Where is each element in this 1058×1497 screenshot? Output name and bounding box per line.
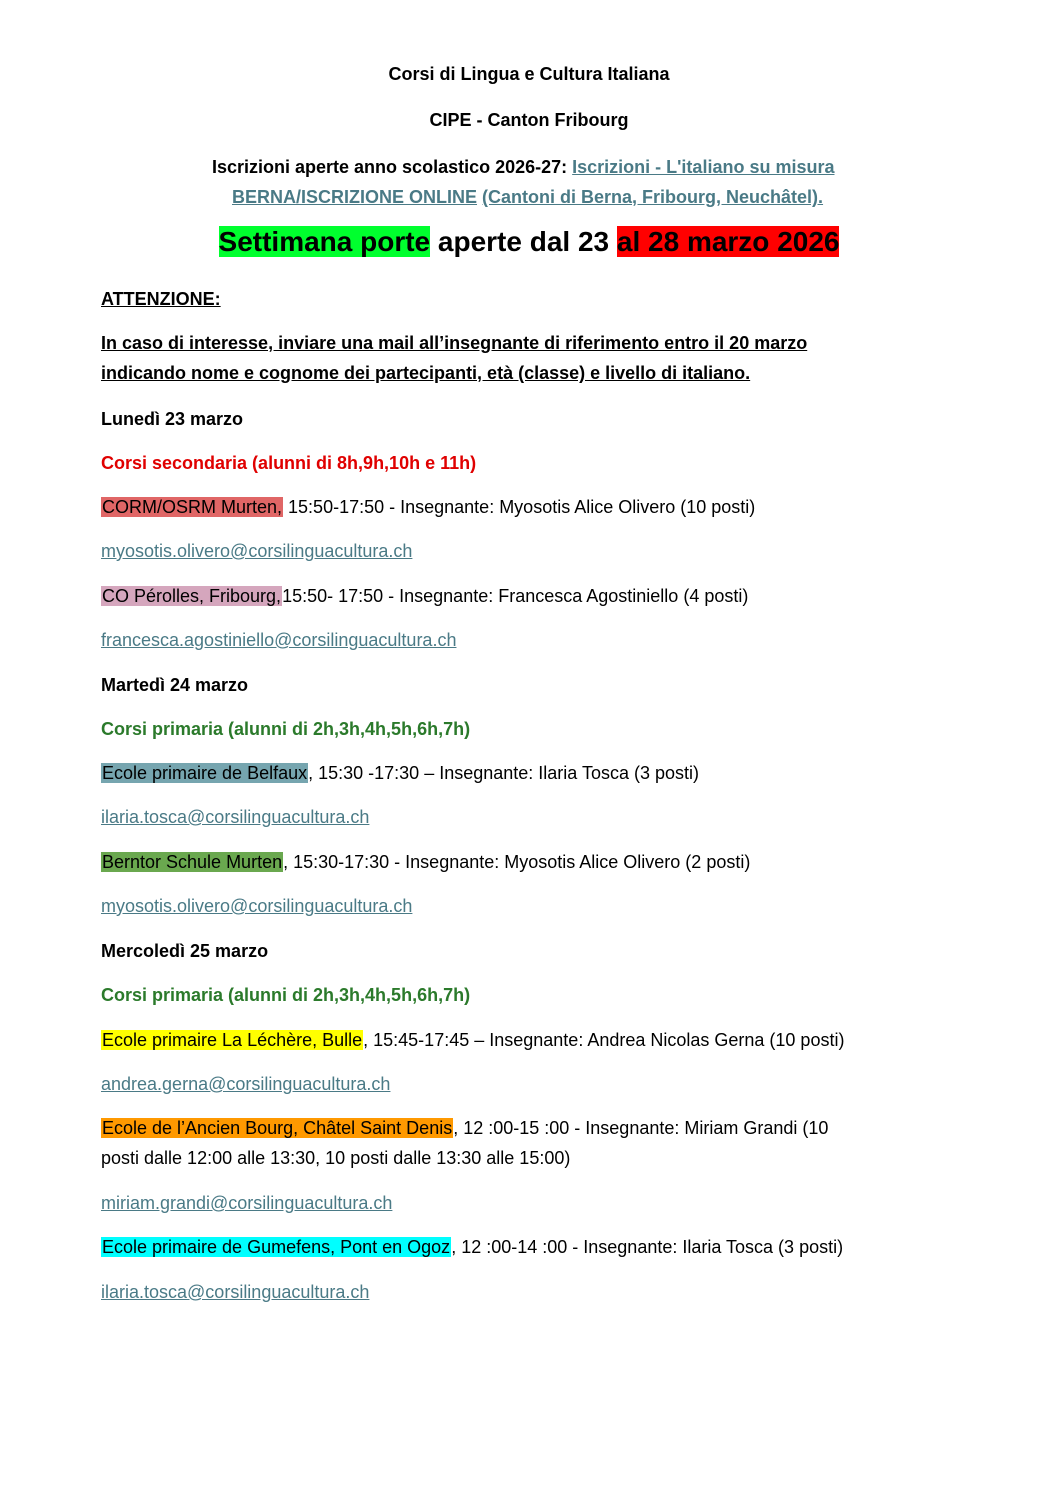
doc-title: Corsi di Lingua e Cultura Italiana — [388, 64, 670, 84]
registration-link[interactable]: Iscrizioni - L'italiano su misura — [572, 157, 835, 177]
course-details: , 15:30-17:30 - Insegnante: Myosotis Alice Olivero (2 posti) — [283, 852, 751, 872]
course-entry — [101, 758, 699, 788]
registration-info — [212, 152, 932, 212]
notice-text — [101, 328, 807, 388]
teacher-email-link[interactable]: myosotis.olivero@corsilinguacultura.ch — [101, 541, 413, 561]
registration-link-cantons[interactable]: (Cantoni di Berna, Fribourg, Neuchâtel). — [482, 187, 824, 207]
course-entry — [101, 492, 755, 522]
course-details: 15:50-17:50 - Insegnante: Myosotis Alice Olivero (10 posti) — [283, 497, 756, 517]
course-details: 15:50- 17:50 - Insegnante: Francesca Agostiniello (4 posti) — [282, 586, 749, 606]
day-heading-tuesday: Martedì 24 marzo — [101, 675, 249, 695]
course-entry — [101, 847, 750, 877]
course-entry — [101, 581, 748, 611]
registration-link-online[interactable]: BERNA/ISCRIZIONE ONLINE — [232, 187, 478, 207]
teacher-email-link[interactable]: andrea.gerna@corsilinguacultura.ch — [101, 1074, 391, 1094]
course-details: , 12 :00-14 :00 - Insegnante: Ilaria Tosca (3 posti) — [451, 1237, 844, 1257]
course-details: , 15:45-17:45 – Insegnante: Andrea Nicolas Gerna (10 posti) — [363, 1030, 845, 1050]
course-details: , 15:30 -17:30 – Insegnante: Ilaria Tosca (3 posti) — [308, 763, 700, 783]
course-entry — [101, 1113, 828, 1173]
category-primary: Corsi primaria (alunni di 2h,3h,4h,5h,6h,7h) — [101, 985, 471, 1005]
course-details: , 12 :00-15 :00 - Insegnante: Miriam Grandi (10 — [453, 1118, 829, 1138]
school-highlight: Ecole primaire de Gumefens, Pont en Ogoz — [102, 1237, 451, 1257]
teacher-email-link[interactable]: francesca.agostiniello@corsilinguacultura.ch — [101, 630, 457, 650]
course-entry — [101, 1025, 844, 1055]
open-week-headline — [0, 226, 1058, 258]
teacher-email-link[interactable]: miriam.grandi@corsilinguacultura.ch — [101, 1193, 393, 1213]
school-highlight: Ecole primaire de Belfaux — [102, 763, 308, 783]
teacher-email-link[interactable]: ilaria.tosca@corsilinguacultura.ch — [101, 807, 370, 827]
course-details-continued: posti dalle 12:00 alle 13:30, 10 posti dalle 13:30 alle 15:00) — [101, 1148, 571, 1168]
school-highlight: CORM/OSRM Murten, — [102, 497, 283, 517]
category-secondary: Corsi secondaria (alunni di 8h,9h,10h e 11h) — [101, 453, 477, 473]
school-highlight: CO Pérolles, Fribourg, — [102, 586, 282, 606]
headline-part-red: al 28 marzo 2026 — [616, 226, 840, 257]
headline-part-green: Settimana porte — [218, 226, 431, 257]
notice-label: ATTENZIONE: — [101, 289, 221, 309]
teacher-email-link[interactable]: ilaria.tosca@corsilinguacultura.ch — [101, 1282, 370, 1302]
school-highlight: Ecole de l’Ancien Bourg, Châtel Saint Denis — [102, 1118, 453, 1138]
headline-part-plain: aperte dal 23 — [430, 226, 617, 257]
doc-subtitle: CIPE - Canton Fribourg — [429, 110, 629, 130]
category-primary: Corsi primaria (alunni di 2h,3h,4h,5h,6h,7h) — [101, 719, 471, 739]
day-heading-monday: Lunedì 23 marzo — [101, 409, 244, 429]
course-entry — [101, 1232, 843, 1262]
notice-line-1: In caso di interesse, inviare una mail all’insegnante di riferimento entro il 20 marzo — [101, 333, 808, 353]
notice-line-2: indicando nome e cognome dei partecipanti, età (classe) e livello di italiano. — [101, 363, 751, 383]
day-heading-wednesday: Mercoledì 25 marzo — [101, 941, 269, 961]
school-highlight: Ecole primaire La Léchère, Bulle — [102, 1030, 363, 1050]
school-highlight: Berntor Schule Murten — [102, 852, 283, 872]
registration-prefix: Iscrizioni aperte anno scolastico 2026-27: — [212, 157, 573, 177]
teacher-email-link[interactable]: myosotis.olivero@corsilinguacultura.ch — [101, 896, 413, 916]
